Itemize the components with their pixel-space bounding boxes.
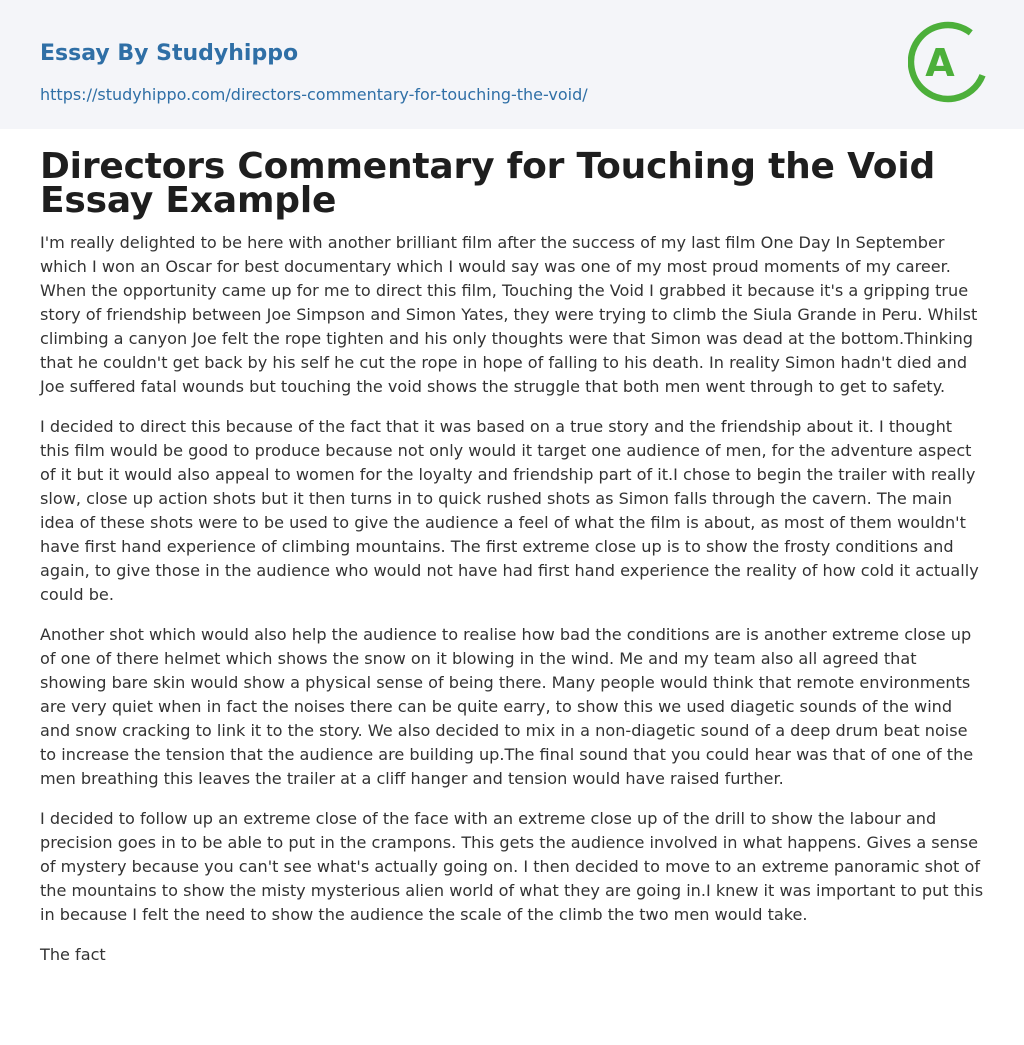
essay-paragraph: Another shot which would also help the audience to realise how bad the conditions are is another extreme close up of one of there helmet which shows the snow on it blowing in the wind. Me and my team also all agreed that showing bare skin would show a physical sense of being there. Many people would think that remote environments are very quiet when in fact the noises there can be quite earry, to show this we used diagetic sounds of the wind and snow cracking to link it to the story. We also decided to mix in a non-diagetic sound of a deep drum beat noise to increase the tension that the audience are building up.The final sound that you could hear was that of one of the men breathing this leaves the trailer at a cliff hanger and tension would have raised further. <box>40 625 974 788</box>
essay-paragraph: I decided to follow up an extreme close of the face with an extreme close up of the drill to show the labour and precision goes in to be able to put in the crampons. This gets the audience involved in what happens. Gives a sense of mystery because you can't see what's actually going on. I then decided to move to an extreme panoramic shot of the mountains to show the misty mysterious alien world of what they are going in.I knew it was important to put this in because I felt the need to show the audience the scale of the climb the two men would take. <box>40 809 984 924</box>
studyhippo-logo-icon[interactable] <box>908 18 988 106</box>
logo-letter: A <box>925 41 955 85</box>
essay-content <box>0 146 1024 967</box>
essay-paragraph: I decided to direct this because of the fact that it was based on a true story and the friendship about it. I thought this film would be good to produce because not only would it target one audience of men, for the adventure aspect of it but it would also appeal to women for the loyalty and friendship part of it.I chose to begin the trailer with really slow, close up action shots but it then turns in to quick rushed shots as Simon falls through the cavern. The main idea of these shots were to be used to give the audience a feel of what the film is about, as most of them wouldn't have first hand experience of climbing mountains. The first extreme close up is to show the frosty conditions and again, to give those in the audience who would not have had first hand experience the reality of how cold it actually could be. <box>40 417 979 604</box>
site-header <box>0 0 1024 129</box>
site-brand[interactable]: Essay By Studyhippo <box>40 41 299 66</box>
essay-paragraph-truncated: The fact <box>40 945 106 964</box>
essay-paragraph: I'm really delighted to be here with another brilliant film after the success of my last film One Day In September which I won an Oscar for best documentary which I would say was one of my most proud moments of my career. When the opportunity came up for me to direct this film, Touching the Void I grabbed it because it's a gripping true story of friendship between Joe Simpson and Simon Yates, they were trying to climb the Siula Grande in Peru. Whilst climbing a canyon Joe felt the rope tighten and his only thoughts were that Simon was dead at the bottom.Thinking that he couldn't get back by his self he cut the rope in hope of falling to his death. In reality Simon hadn't died and Joe suffered fatal wounds but touching the void shows the struggle that both men went through to get to safety. <box>40 233 978 396</box>
page-title: Directors Commentary for Touching the Void Essay Example <box>40 146 936 221</box>
essay-url-link[interactable]: https://studyhippo.com/directors-commentary-for-touching-the-void/ <box>40 85 588 104</box>
